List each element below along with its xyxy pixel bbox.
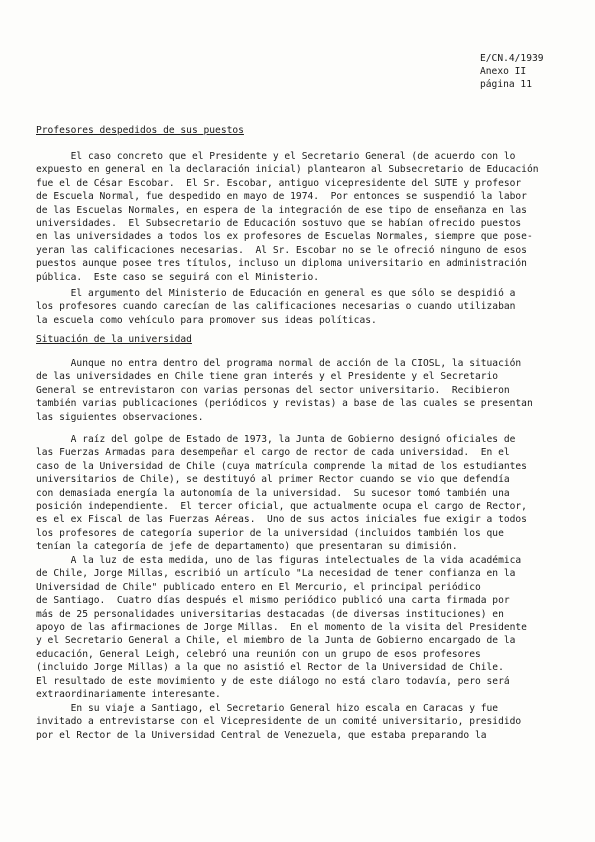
document-reference [480,52,544,91]
text-line: apoyo de las afirmaciones de Jorge Millas. En el momento de la visita del Presidente [36,621,527,633]
text-line: de Chile, Jorge Millas, escribió un artículo "La necesidad de tener confianza en la [36,568,516,580]
doc-code: E/CN.4/1939 [480,53,544,64]
section-heading-university-situation: Situación de la universidad [36,334,192,345]
annex-label: Anexo II [480,66,527,77]
text-line: en las universidades a todos los ex profesores de Escuelas Normales, siempre que pose- [36,231,533,243]
text-line: posición independiente. El tercer oficial, que actualmente ocupa el cargo de Rector, [36,500,527,512]
text-line: más de 25 personalidades universitarias destacadas (de diversas instituciones) en [36,608,504,620]
text-line: (incluido Jorge Millas) a la que no asistió el Rector de la Universidad de Chile. [36,662,504,674]
text-line: En su viaje a Santiago, el Secretario General hizo escala en Caracas y fue [36,703,499,714]
text-line: los profesores de categoría superior de la universidad (incluidos también los que [36,527,504,539]
text-line: El argumento del Ministerio de Educación en general es que sólo se despidió a [36,288,516,299]
text-line: de las universidades en Chile tiene gran interés y el Presidente y el Secretario [36,371,499,383]
text-line: invitado a entrevistarse con el Vicepresidente de un comité universitario, presidido [36,716,522,728]
text-line: por el Rector de la Universidad Central de Venezuela, que estaba preparando la [36,729,487,741]
text-line: Aunque no entra dentro del programa normal de acción de la CIOSL, la situación [36,358,522,369]
text-line: A la luz de esta medida, uno de las figuras intelectuales de la vida académica [36,555,522,566]
text-line: tenían la categoría de jefe de departamento) que presentaran su dimisión. [36,541,458,553]
text-line: El resultado de este movimiento y de este diálogo no está claro todavía, pero será [36,675,510,687]
paragraph-jorge-millas [36,554,556,701]
text-line: El caso concreto que el Presidente y el Secretario General (de acuerdo con lo [36,151,516,162]
page-label: página 11 [480,79,532,90]
text-line: los profesores cuando carecían de las calificaciones necesarias o cuando utilizaban [36,301,516,313]
text-line: caso de la Universidad de Chile (cuya matrícula comprende la mitad de los estudiantes [36,460,527,472]
text-line: de las Escuelas Normales, en espera de la integración de ese tipo de enseñanza en las [36,204,527,216]
text-line: educación, General Leigh, celebró una reunión con un grupo de esos profesores [36,648,481,660]
text-line: también varias publicaciones (periódicos y revistas) a base de las cuales se presentan [36,398,533,410]
text-line: Universidad de Chile" publicado entero en El Mercurio, el principal periódico [36,581,481,593]
text-line: puestos aunque posee tres títulos, incluso un diploma universitario en administración [36,258,527,270]
text-line: y el Secretario General a Chile, el miembro de la Junta de Gobierno encargado de la [36,635,516,647]
text-line: General se entrevistaron con varias personas del sector universitario. Recibieron [36,384,510,396]
text-line: con demasiada energía la autonomía de la universidad. Su sucesor tomó también una [36,487,510,499]
section-heading-dismissed-teachers: Profesores despedidos de sus puestos [36,125,244,136]
text-line: extraordinariamente interesante. [36,688,221,700]
text-line: las siguientes observaciones. [36,411,204,423]
paragraph-caracas-trip [36,702,556,742]
text-line: de Santiago. Cuatro días después el mismo periódico publicó una carta firmada por [36,595,510,607]
text-line: A raíz del golpe de Estado de 1973, la Junta de Gobierno designó oficiales de [36,434,516,445]
text-line: universidades. El Subsecretario de Educación sostuvo que se habían ofrecido puestos [36,217,522,229]
text-line: las Fuerzas Armadas para desempeñar el cargo de rector de cada universidad. En el [36,447,510,459]
text-line: pública. Este caso se seguirá con el Ministerio. [36,271,320,283]
paragraph-escobar-case [36,150,556,284]
paragraph-university-intro [36,357,556,424]
paragraph-ministry-argument [36,287,556,327]
text-line: expuesto en general en la declaración inicial) plantearon al Subsecretario de Educación [36,164,539,176]
paragraph-rectors [36,433,556,554]
text-line: yeran las calificaciones necesarias. Al Sr. Escobar no se le ofreció ninguno de esos [36,244,527,256]
text-line: de Escuela Normal, fue despedido en mayo de 1974. Por entonces se suspendió la labor [36,191,527,203]
text-line: fue el de César Escobar. El Sr. Escobar, antiguo vicepresidente del SUTE y profesor [36,177,522,189]
text-line: universitarios de Chile), se destituyó al primer Rector cuando se vio que defendía [36,474,510,486]
text-line: la escuela como vehículo para promover sus ideas políticas. [36,314,377,326]
text-line: es el ex Fiscal de las Fuerzas Aéreas. Uno de sus actos iniciales fue exigir a todos [36,514,527,526]
